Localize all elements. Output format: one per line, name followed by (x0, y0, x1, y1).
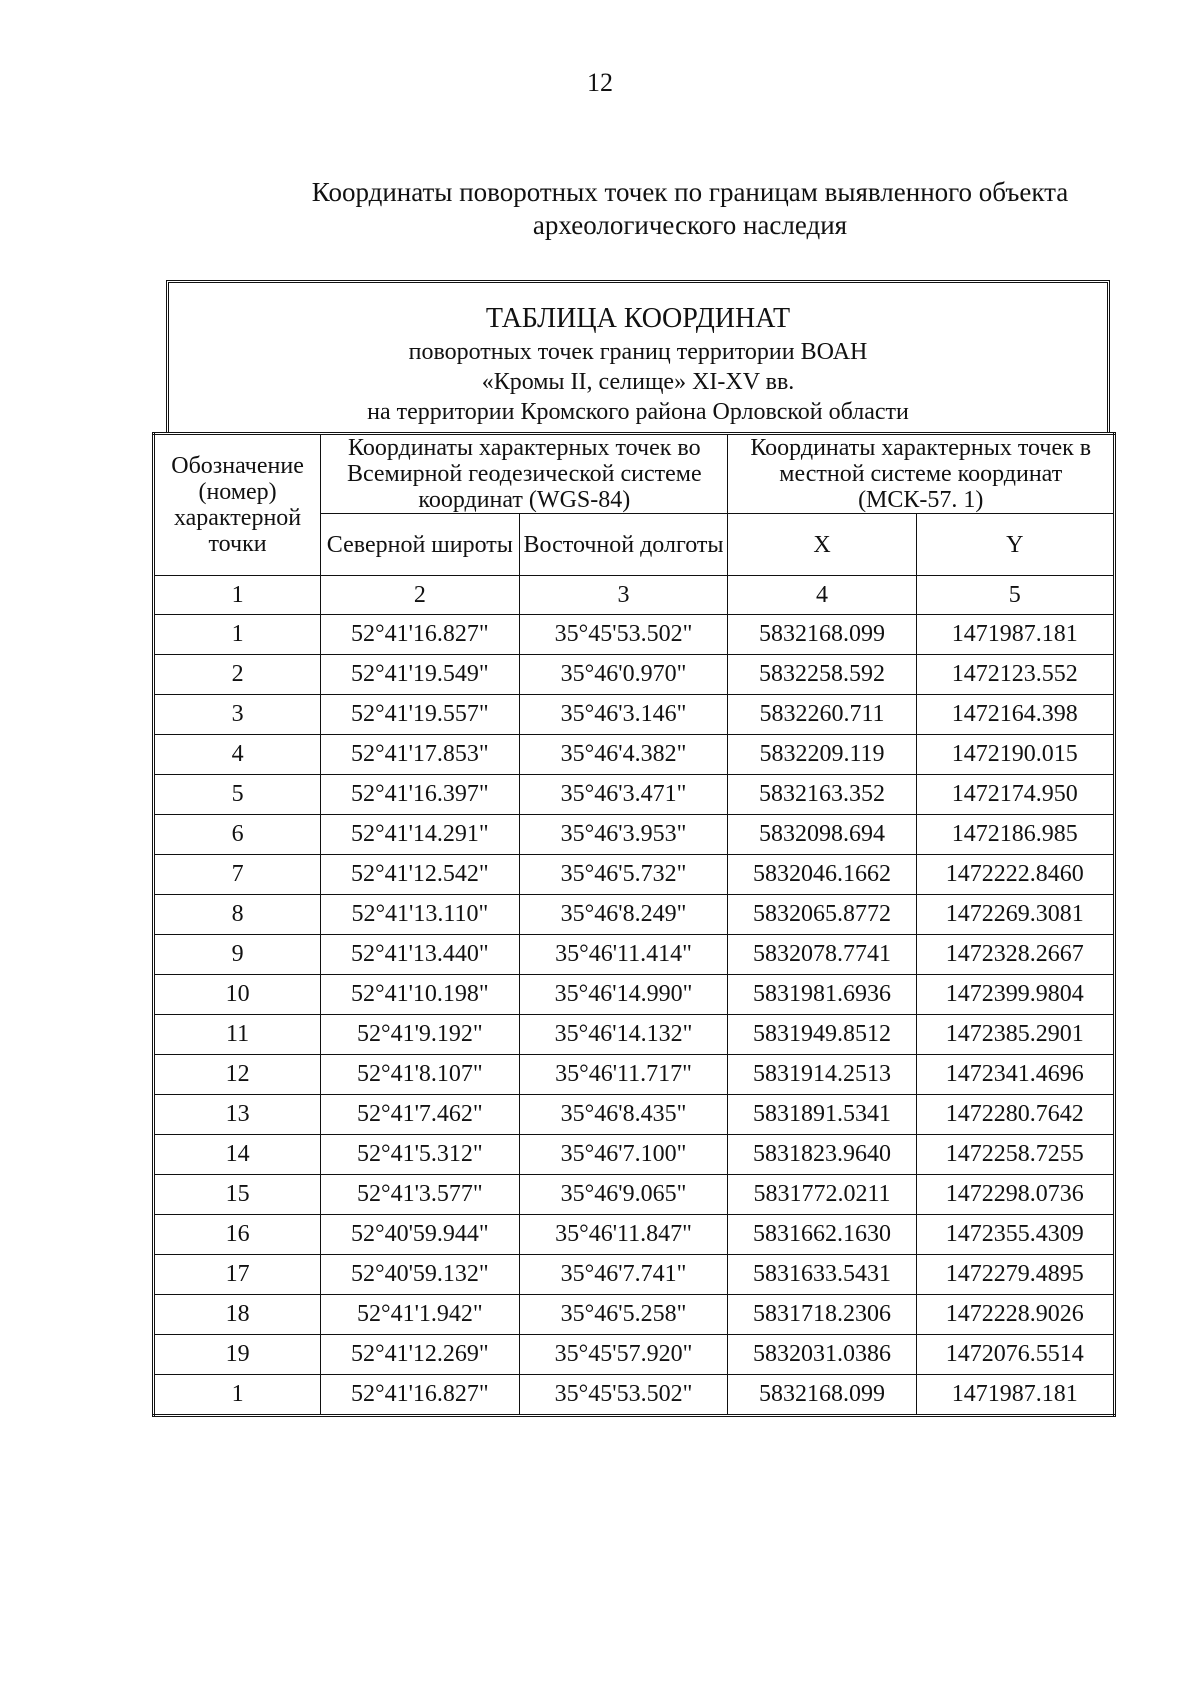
point-number-cell: 11 (154, 1015, 321, 1055)
point-number-cell: 16 (154, 1215, 321, 1255)
y-coordinate-cell: 1472186.985 (916, 815, 1115, 855)
table-row (154, 1175, 1115, 1215)
x-coordinate-cell: 5831633.5431 (728, 1255, 916, 1295)
page-number: 12 (587, 68, 613, 97)
east-longitude-cell: 35°46'11.847" (519, 1215, 728, 1255)
table-row (154, 1055, 1115, 1095)
east-longitude-cell: 35°46'0.970" (519, 655, 728, 695)
table-body (154, 615, 1115, 1416)
north-latitude-cell: 52°41'19.557" (321, 695, 519, 735)
table-row (154, 655, 1115, 695)
point-number-cell: 18 (154, 1295, 321, 1335)
header-msk-group: Координаты характерных точек в местной системе координат (МСК-57. 1) (728, 434, 1115, 514)
table-row (154, 1335, 1115, 1375)
column-number: 4 (728, 576, 916, 615)
point-number-cell: 3 (154, 695, 321, 735)
x-coordinate-cell: 5832098.694 (728, 815, 916, 855)
north-latitude-cell: 52°41'14.291" (321, 815, 519, 855)
y-coordinate-cell: 1471987.181 (916, 1375, 1115, 1416)
table-row (154, 1295, 1115, 1335)
point-number-cell: 15 (154, 1175, 321, 1215)
table-row (154, 895, 1115, 935)
y-coordinate-cell: 1472280.7642 (916, 1095, 1115, 1135)
table-row (154, 1215, 1115, 1255)
north-latitude-cell: 52°41'12.542" (321, 855, 519, 895)
coordinates-table-block (152, 280, 1116, 1417)
east-longitude-cell: 35°46'11.717" (519, 1055, 728, 1095)
x-coordinate-cell: 5832260.711 (728, 695, 916, 735)
north-latitude-cell: 52°41'12.269" (321, 1335, 519, 1375)
x-coordinate-cell: 5832031.0386 (728, 1335, 916, 1375)
y-coordinate-cell: 1472190.015 (916, 735, 1115, 775)
point-number-cell: 12 (154, 1055, 321, 1095)
east-longitude-cell: 35°45'53.502" (519, 615, 728, 655)
table-row (154, 815, 1115, 855)
east-longitude-cell: 35°46'3.146" (519, 695, 728, 735)
column-number-row (154, 576, 1115, 615)
east-longitude-cell: 35°46'8.249" (519, 895, 728, 935)
point-number-cell: 8 (154, 895, 321, 935)
point-number-cell: 1 (154, 1375, 321, 1416)
east-longitude-cell: 35°46'3.953" (519, 815, 728, 855)
table-caption-title: ТАБЛИЦА КООРДИНАТ (485, 303, 791, 334)
east-longitude-cell: 35°46'9.065" (519, 1175, 728, 1215)
north-latitude-cell: 52°41'16.827" (321, 615, 519, 655)
table-row (154, 735, 1115, 775)
point-number-cell: 9 (154, 935, 321, 975)
table-caption-line-2: «Кромы II, селище» XI-XV вв. (481, 369, 795, 395)
table-row (154, 615, 1115, 655)
header-msk-x: X (728, 514, 916, 576)
point-number-cell: 7 (154, 855, 321, 895)
table-row (154, 1255, 1115, 1295)
header-wgs-east: Восточной долготы (519, 514, 728, 576)
east-longitude-cell: 35°46'5.732" (519, 855, 728, 895)
document-title-line-2: археологического наследия (532, 210, 848, 240)
east-longitude-cell: 35°46'5.258" (519, 1295, 728, 1335)
table-caption (166, 280, 1110, 432)
east-longitude-cell: 35°45'57.920" (519, 1335, 728, 1375)
x-coordinate-cell: 5832168.099 (728, 615, 916, 655)
north-latitude-cell: 52°41'10.198" (321, 975, 519, 1015)
y-coordinate-cell: 1472355.4309 (916, 1215, 1115, 1255)
north-latitude-cell: 52°41'9.192" (321, 1015, 519, 1055)
table-caption-line-3: на территории Кромского района Орловской области (367, 399, 909, 425)
y-coordinate-cell: 1472269.3081 (916, 895, 1115, 935)
east-longitude-cell: 35°46'7.741" (519, 1255, 728, 1295)
east-longitude-cell: 35°46'7.100" (519, 1135, 728, 1175)
x-coordinate-cell: 5832065.8772 (728, 895, 916, 935)
column-number: 1 (154, 576, 321, 615)
north-latitude-cell: 52°40'59.944" (321, 1215, 519, 1255)
y-coordinate-cell: 1472385.2901 (916, 1015, 1115, 1055)
north-latitude-cell: 52°41'17.853" (321, 735, 519, 775)
x-coordinate-cell: 5832078.7741 (728, 935, 916, 975)
y-coordinate-cell: 1472258.7255 (916, 1135, 1115, 1175)
x-coordinate-cell: 5831949.8512 (728, 1015, 916, 1055)
x-coordinate-cell: 5832046.1662 (728, 855, 916, 895)
table-row (154, 1015, 1115, 1055)
point-number-cell: 1 (154, 615, 321, 655)
point-number-cell: 17 (154, 1255, 321, 1295)
x-coordinate-cell: 5831823.9640 (728, 1135, 916, 1175)
document-title (290, 176, 1090, 242)
x-coordinate-cell: 5831772.0211 (728, 1175, 916, 1215)
x-coordinate-cell: 5831891.5341 (728, 1095, 916, 1135)
table-row (154, 975, 1115, 1015)
east-longitude-cell: 35°46'11.414" (519, 935, 728, 975)
east-longitude-cell: 35°46'3.471" (519, 775, 728, 815)
coordinates-table (152, 432, 1116, 1417)
column-number: 3 (519, 576, 728, 615)
header-msk-y: Y (916, 514, 1115, 576)
header-wgs-group: Координаты характерных точек во Всемирной геодезической системе координат (WGS-84) (321, 434, 728, 514)
x-coordinate-cell: 5831662.1630 (728, 1215, 916, 1255)
document-title-line-1: Координаты поворотных точек по границам выявленного объекта (311, 177, 1069, 207)
header-wgs-north: Северной широты (321, 514, 519, 576)
point-number-cell: 13 (154, 1095, 321, 1135)
east-longitude-cell: 35°46'4.382" (519, 735, 728, 775)
point-number-cell: 2 (154, 655, 321, 695)
x-coordinate-cell: 5832209.119 (728, 735, 916, 775)
north-latitude-cell: 52°41'16.397" (321, 775, 519, 815)
y-coordinate-cell: 1472279.4895 (916, 1255, 1115, 1295)
y-coordinate-cell: 1472399.9804 (916, 975, 1115, 1015)
table-row (154, 935, 1115, 975)
y-coordinate-cell: 1471987.181 (916, 615, 1115, 655)
east-longitude-cell: 35°46'8.435" (519, 1095, 728, 1135)
north-latitude-cell: 52°41'13.110" (321, 895, 519, 935)
x-coordinate-cell: 5832168.099 (728, 1375, 916, 1416)
y-coordinate-cell: 1472328.2667 (916, 935, 1115, 975)
x-coordinate-cell: 5831718.2306 (728, 1295, 916, 1335)
y-coordinate-cell: 1472174.950 (916, 775, 1115, 815)
table-row (154, 695, 1115, 735)
point-number-cell: 19 (154, 1335, 321, 1375)
x-coordinate-cell: 5831981.6936 (728, 975, 916, 1015)
point-number-cell: 4 (154, 735, 321, 775)
y-coordinate-cell: 1472228.9026 (916, 1295, 1115, 1335)
x-coordinate-cell: 5832163.352 (728, 775, 916, 815)
north-latitude-cell: 52°40'59.132" (321, 1255, 519, 1295)
table-caption-line-1: поворотных точек границ территории ВОАН (408, 339, 868, 365)
header-row-1 (154, 434, 1115, 514)
column-number: 5 (916, 576, 1115, 615)
x-coordinate-cell: 5831914.2513 (728, 1055, 916, 1095)
header-designation: Обозначение (номер) характерной точки (154, 434, 321, 576)
east-longitude-cell: 35°45'53.502" (519, 1375, 728, 1416)
table-row (154, 775, 1115, 815)
y-coordinate-cell: 1472298.0736 (916, 1175, 1115, 1215)
point-number-cell: 5 (154, 775, 321, 815)
table-row (154, 1375, 1115, 1416)
north-latitude-cell: 52°41'3.577" (321, 1175, 519, 1215)
east-longitude-cell: 35°46'14.990" (519, 975, 728, 1015)
north-latitude-cell: 52°41'1.942" (321, 1295, 519, 1335)
north-latitude-cell: 52°41'13.440" (321, 935, 519, 975)
north-latitude-cell: 52°41'5.312" (321, 1135, 519, 1175)
y-coordinate-cell: 1472341.4696 (916, 1055, 1115, 1095)
y-coordinate-cell: 1472123.552 (916, 655, 1115, 695)
y-coordinate-cell: 1472076.5514 (916, 1335, 1115, 1375)
y-coordinate-cell: 1472222.8460 (916, 855, 1115, 895)
north-latitude-cell: 52°41'8.107" (321, 1055, 519, 1095)
table-row (154, 1095, 1115, 1135)
column-number: 2 (321, 576, 519, 615)
point-number-cell: 10 (154, 975, 321, 1015)
y-coordinate-cell: 1472164.398 (916, 695, 1115, 735)
east-longitude-cell: 35°46'14.132" (519, 1015, 728, 1055)
north-latitude-cell: 52°41'7.462" (321, 1095, 519, 1135)
table-row (154, 1135, 1115, 1175)
north-latitude-cell: 52°41'16.827" (321, 1375, 519, 1416)
point-number-cell: 6 (154, 815, 321, 855)
x-coordinate-cell: 5832258.592 (728, 655, 916, 695)
table-row (154, 855, 1115, 895)
point-number-cell: 14 (154, 1135, 321, 1175)
north-latitude-cell: 52°41'19.549" (321, 655, 519, 695)
